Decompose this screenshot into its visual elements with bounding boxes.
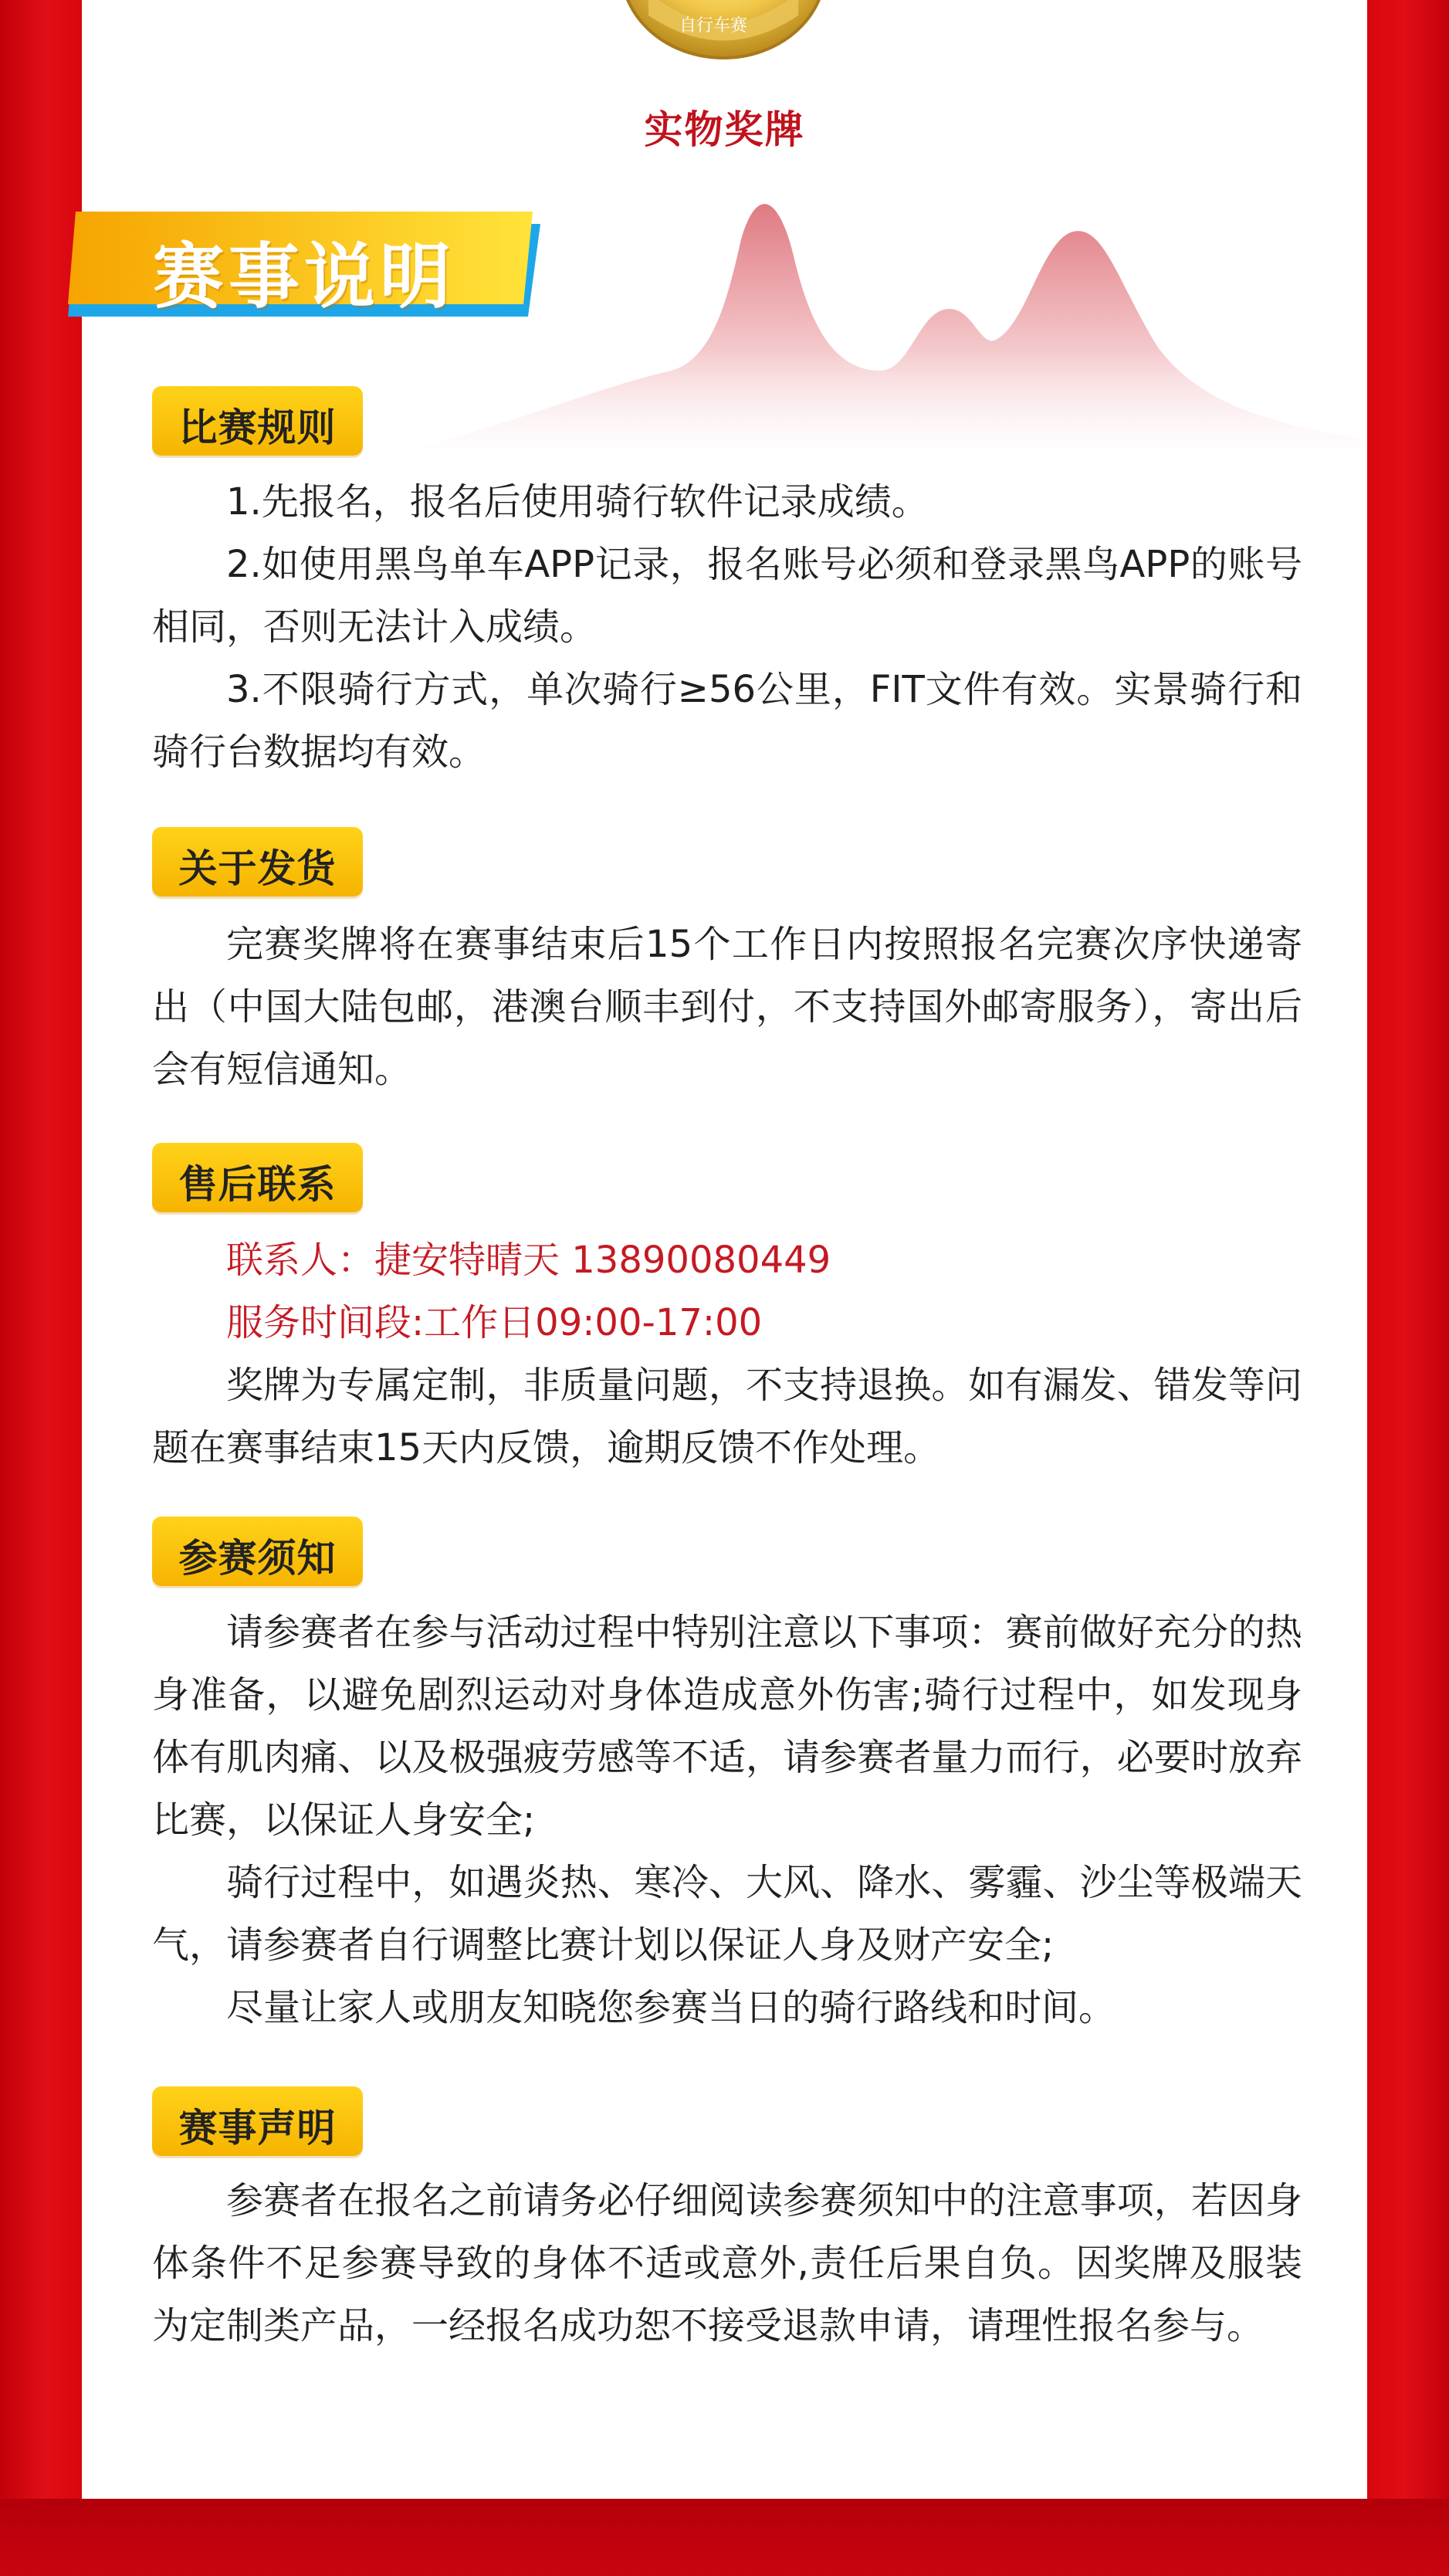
rules-paragraph-1: 1.先报名，报名后使用骑行软件记录成绩。 bbox=[226, 480, 929, 524]
notice-text bbox=[152, 1602, 1302, 2039]
aftersales-text bbox=[152, 1229, 1302, 1480]
tag-statement bbox=[152, 2086, 363, 2156]
rules-paragraph-2: 2.如使用黑鸟单车APP记录，报名账号必须和登录黑鸟APP的账号相同，否则无法计入成绩。 bbox=[152, 543, 1302, 649]
tag-shipping-label: 关于发货 bbox=[178, 846, 337, 891]
rules-paragraph-3: 3.不限骑行方式，单次骑行≥56公里，FIT文件有效。实景骑行和骑行台数据均有效。 bbox=[152, 668, 1302, 774]
bottom-red-band bbox=[0, 2499, 1449, 2576]
tag-aftersales-label: 售后联系 bbox=[178, 1162, 337, 1207]
contact-line: 联系人：捷安特晴天 13890080449 bbox=[226, 1239, 831, 1282]
aftersales-paragraph-1: 奖牌为专属定制，非质量问题，不支持退换。如有漏发、错发等问题在赛事结束15天内反馈，逾期反馈不作处理。 bbox=[152, 1364, 1302, 1469]
tag-rules-label: 比赛规则 bbox=[178, 405, 337, 450]
notice-paragraph-1: 请参赛者在参与活动过程中特别注意以下事项：赛前做好充分的热身准备，以避免剧烈运动对身体造成意外伤害;骑行过程中，如发现身体有肌肉痛、以及极强疲劳感等不适，请参赛者量力而行，必要时放弃比赛，以保证人身安全; bbox=[152, 1611, 1302, 1842]
notice-paragraph-3: 尽量让家人或朋友知晓您参赛当日的骑行路线和时间。 bbox=[226, 1986, 1116, 2029]
rules-text bbox=[152, 471, 1302, 784]
statement-text bbox=[152, 2170, 1302, 2357]
notice-paragraph-2: 骑行过程中，如遇炎热、寒冷、大风、降水、雾霾、沙尘等极端天气，请参赛者自行调整比赛计划以保证人身及财产安全; bbox=[152, 1861, 1302, 1967]
statement-paragraph-1: 参赛者在报名之前请务必仔细阅读参赛须知中的注意事项，若因身体条件不足参赛导致的身体不适或意外,责任后果自负。因奖牌及服装为定制类产品，一经报名成功恕不接受退款申请，请理性报名参与。 bbox=[152, 2179, 1302, 2347]
shipping-text bbox=[152, 913, 1302, 1101]
shipping-paragraph-1: 完赛奖牌将在赛事结束后15个工作日内按照报名完赛次序快递寄出（中国大陆包邮，港澳台顺丰到付，不支持国外邮寄服务），寄出后会有短信通知。 bbox=[152, 923, 1302, 1091]
medal-image bbox=[618, 0, 829, 62]
service-hours: 服务时间段:工作日09:00-17:00 bbox=[226, 1301, 763, 1344]
tag-shipping bbox=[152, 827, 363, 897]
mountain-decoration bbox=[417, 193, 1367, 448]
banner-title: 赛事说明 bbox=[153, 236, 456, 318]
tag-notice bbox=[152, 1517, 363, 1586]
tag-statement-label: 赛事声明 bbox=[178, 2106, 337, 2151]
medal-caption: 实物奖牌 bbox=[644, 107, 805, 152]
tag-rules bbox=[152, 386, 363, 456]
medal-ribbon-text: 自行车赛 bbox=[679, 16, 748, 36]
tag-aftersales bbox=[152, 1143, 363, 1212]
tag-notice-label: 参赛须知 bbox=[178, 1536, 337, 1581]
